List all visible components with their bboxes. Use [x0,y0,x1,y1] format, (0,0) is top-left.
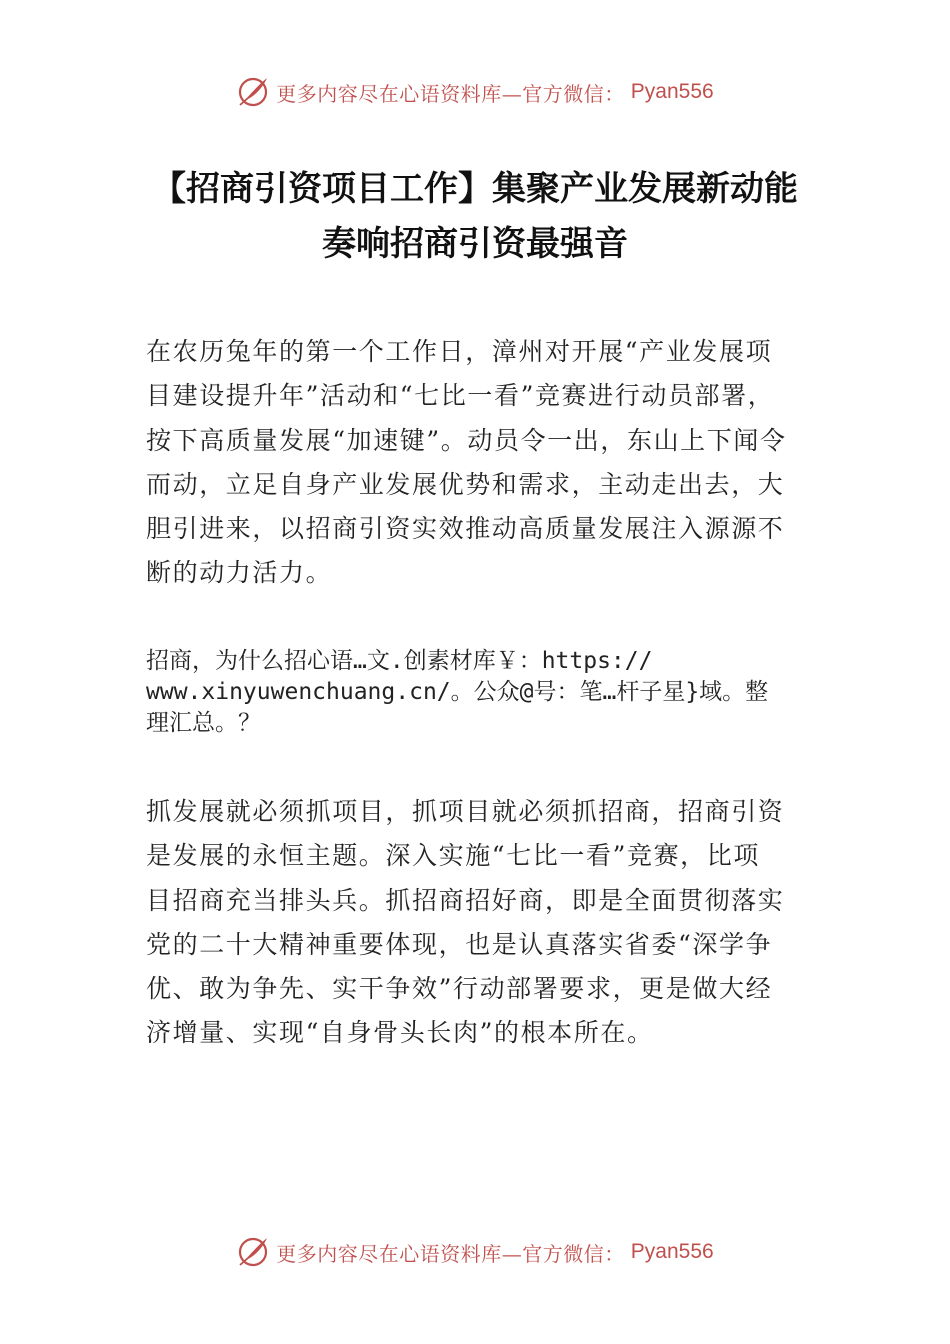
paragraph-line: www.xinyuwenchuang.cn/。公众@号：笔…杆子星}域。整 [146,679,769,705]
document-title [100,162,850,272]
footer-banner [0,1232,950,1272]
paragraph-line: 优、敢为争先、实干争效”行动部署要求，更是做大经 [146,974,773,1004]
paragraph-line: 理汇总。？ [146,710,261,736]
header-banner [0,72,950,112]
paragraph-line: 是发展的永恒主题。深入实施“七比一看”竞赛，比项 [146,841,760,871]
quill-logo-icon [236,1235,270,1269]
paragraph-line: 而动，立足自身产业发展优势和需求，主动走出去，大 [146,469,785,499]
paragraph-line: 党的二十大精神重要体现，也是认真落实省委“深学争 [146,929,773,959]
paragraph-line: 济增量、实现“自身骨头长肉”的根本所在。 [146,1018,654,1048]
paragraph-line: 在农历兔年的第一个工作日，漳州对开展“产业发展项 [146,337,773,366]
paragraph-1 [146,330,816,596]
paragraph-line: 目建设提升年”活动和“七比一看”竞赛进行动员部署， [146,381,775,411]
paragraph-3 [146,790,816,1056]
paragraph-line: 目招商充当排头兵。抓招商招好商，即是全面贯彻落实 [146,885,785,915]
header-wechat-id: Pyan556 [630,80,714,103]
title-line-1: 【招商引资项目工作】集聚产业发展新动能 [152,169,798,209]
footer-banner-text: 更多内容尽在心语资料库—官方微信： [276,1241,625,1266]
title-line-2: 奏响招商引资最强音 [322,224,628,264]
footer-wechat-id: Pyan556 [630,1240,714,1263]
paragraph-line: 按下高质量发展“加速键”。动员令一出，东山上下闻令 [146,425,787,455]
paragraph-line: 招商，为什么招心语…文.创素材库￥：https:// [146,648,653,674]
paragraph-line: 抓发展就必须抓项目，抓项目就必须抓招商，招商引资 [146,797,785,826]
header-banner-text: 更多内容尽在心语资料库—官方微信： [276,81,625,106]
paragraph-line: 胆引进来，以招商引资实效推动高质量发展注入源源不 [146,514,785,544]
paragraph-2-ad-text [146,646,836,739]
quill-logo-icon [236,75,270,109]
paragraph-line: 断的动力活力。 [146,558,333,588]
